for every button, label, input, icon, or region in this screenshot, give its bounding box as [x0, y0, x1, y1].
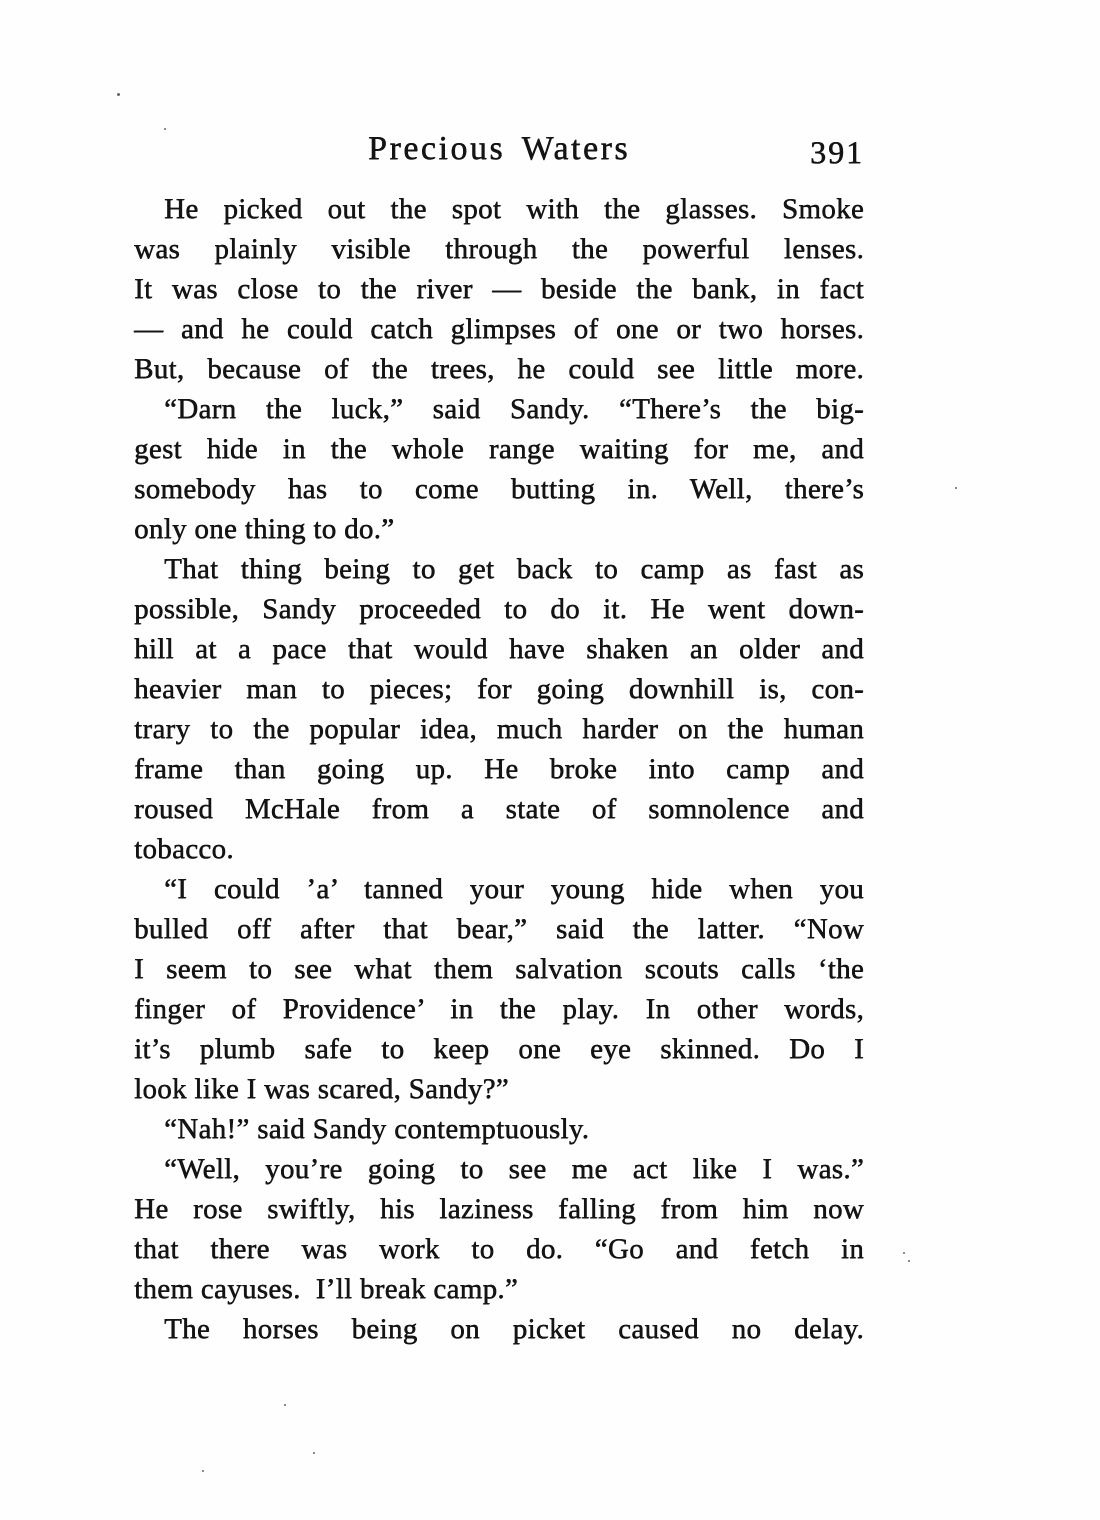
text-line: finger of Providence’ in the play. In other words,	[134, 993, 864, 1025]
text-line: That thing being to get back to camp as fast as	[164, 553, 864, 585]
text-line: But, because of the trees, he could see little more.	[134, 353, 864, 385]
text-line: The horses being on picket caused no delay.	[164, 1313, 864, 1345]
text-line: was plainly visible through the powerful lenses.	[134, 233, 864, 265]
text-line: “Darn the luck,” said Sandy. “There’s the big-	[164, 393, 864, 425]
text-line: gest hide in the whole range waiting for me, and	[134, 433, 864, 465]
scan-speck	[313, 1452, 315, 1454]
text-line: He picked out the spot with the glasses. Smoke	[164, 193, 864, 225]
text-line: bulled off after that bear,” said the latter. “Now	[134, 913, 864, 945]
text-line: roused McHale from a state of somnolence and	[134, 793, 864, 825]
text-line: frame than going up. He broke into camp and	[134, 753, 864, 785]
page-header	[134, 130, 864, 174]
text-line: possible, Sandy proceeded to do it. He went down-	[134, 593, 864, 625]
page-number: 391	[810, 134, 864, 170]
text-line: “Well, you’re going to see me act like I was.”	[164, 1153, 864, 1185]
text-line: look like I was scared, Sandy?”	[134, 1073, 509, 1105]
text-line: them cayuses. I’ll break camp.”	[134, 1273, 519, 1305]
text-line: tobacco.	[134, 833, 234, 865]
text-line: heavier man to pieces; for going downhill is, con-	[134, 673, 864, 705]
scan-speck	[903, 1252, 905, 1254]
text-line: trary to the popular idea, much harder on the human	[134, 713, 864, 745]
text-line: somebody has to come butting in. Well, there’s	[134, 473, 864, 505]
scan-speck	[117, 93, 120, 96]
text-line: — and he could catch glimpses of one or two horses.	[134, 313, 864, 345]
text-line: only one thing to do.”	[134, 513, 395, 545]
text-line: “I could ’a’ tanned your young hide when you	[164, 873, 864, 905]
text-line: It was close to the river — beside the bank, in fact	[134, 273, 864, 305]
text-line: hill at a pace that would have shaken an older and	[134, 633, 864, 665]
text-line: I seem to see what them salvation scouts calls ‘the	[134, 953, 864, 985]
scan-speck	[955, 487, 957, 489]
text-line: it’s plumb safe to keep one eye skinned. Do I	[134, 1033, 864, 1065]
running-head-title: Precious Waters	[367, 130, 631, 167]
scan-speck	[202, 1470, 204, 1472]
scan-speck	[284, 1404, 286, 1406]
scan-speck	[164, 128, 166, 130]
text-line: that there was work to do. “Go and fetch in	[134, 1233, 864, 1265]
body-text	[134, 189, 864, 1349]
text-line: “Nah!” said Sandy contemptuously.	[164, 1113, 590, 1145]
scan-speck	[908, 1260, 910, 1262]
text-line: He rose swiftly, his laziness falling from him now	[134, 1193, 864, 1225]
